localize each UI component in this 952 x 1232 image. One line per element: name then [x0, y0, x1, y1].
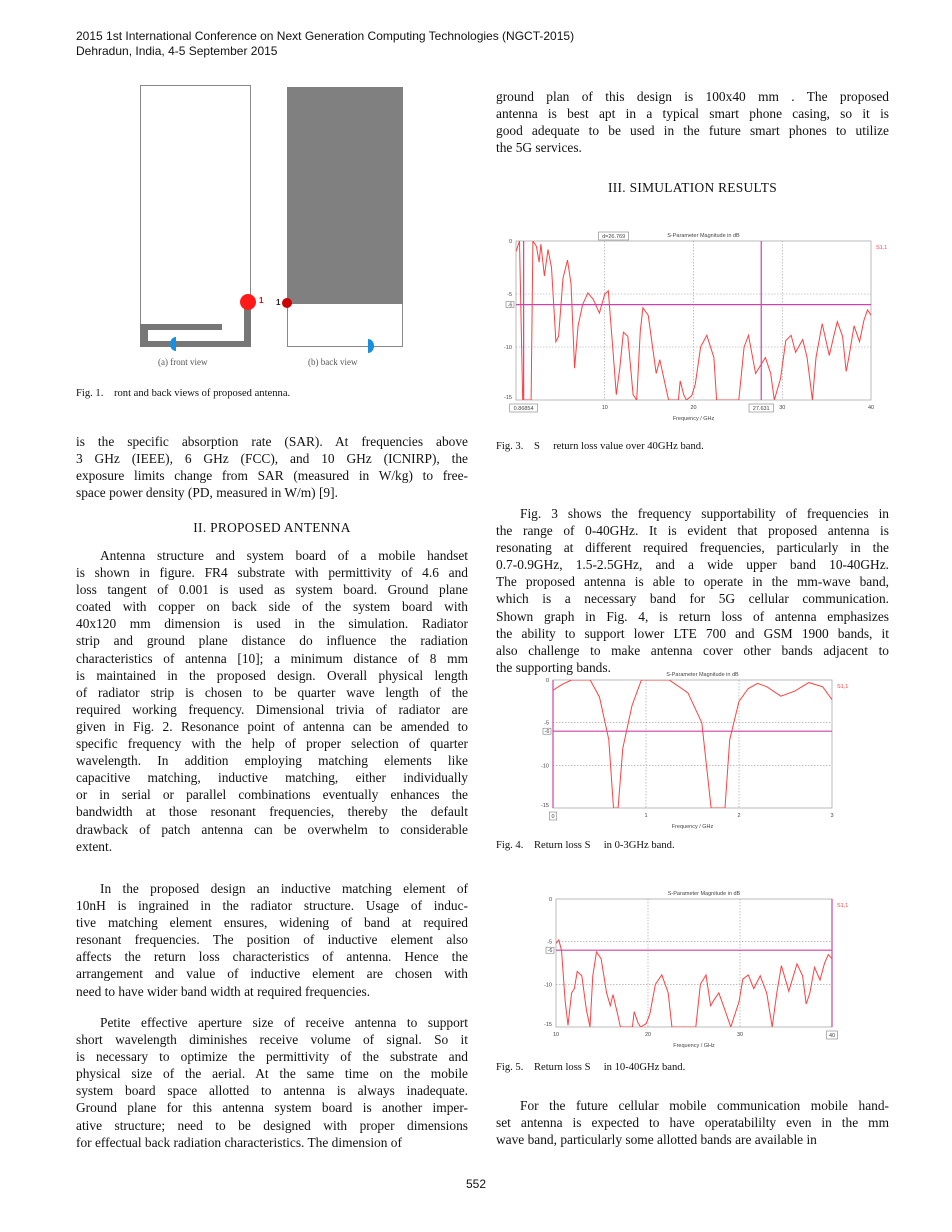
feed-port-front	[240, 294, 256, 310]
threshold-label: -6	[507, 302, 513, 309]
back-view-label: (b) back view	[308, 357, 358, 367]
y-tick-label: -5	[544, 720, 549, 727]
figure-5-caption: Fig. 5. Return loss S in 10-40GHz band.	[496, 1062, 686, 1073]
y-tick-label: -10	[544, 982, 552, 989]
x-tick-label: 40	[867, 405, 875, 411]
text-line: coated with copper on back side of the system board with	[76, 599, 468, 615]
feed-port-back	[282, 298, 292, 308]
text-line: 0.7-0.9GHz, 1.5-2.5GHz, and a wide upper band 10-40GHz.	[496, 557, 889, 573]
text-line: Antenna structure and system board of a mobile handset	[100, 548, 468, 563]
x-tick-label: 2	[737, 813, 741, 819]
text-line: the ability to support lower LTE 700 and GSM 1900 bands, it	[496, 625, 889, 641]
x-tick-label: 30	[736, 1032, 744, 1038]
marker-value-label: 0.86854	[513, 406, 534, 412]
threshold-label: -6	[547, 948, 553, 955]
delta-label: d=26.769	[602, 234, 626, 240]
text-line: Ground plane for this antenna system board is another imper-	[76, 1100, 468, 1116]
text-line: antenna is best apt in a typical smart phone casing, so it is	[496, 106, 889, 122]
x-tick-label: 20	[690, 405, 697, 411]
y-tick-label: -15	[504, 395, 512, 401]
text-line: given in Fig. 2. Resonance point of antenna can be amended to	[76, 718, 468, 734]
y-tick-label: 0	[548, 897, 552, 903]
plot-area	[553, 680, 832, 808]
y-tick-label: -5	[547, 939, 552, 946]
text-line: The proposed antenna is able to operate in the mm-wave band,	[496, 574, 889, 590]
text-line: specific frequency with the help of proper selection of quarter	[76, 736, 468, 752]
figure-1-antenna-views	[70, 80, 420, 375]
plot-area	[556, 899, 832, 1027]
y-tick-label: -10	[504, 345, 512, 351]
text-line: Shown graph in Fig. 4, is return loss of antenna emphasizes	[496, 608, 889, 624]
text-line: or in serial or parallel combinations eventually enhances the	[76, 787, 468, 803]
y-tick-label: -5	[507, 292, 512, 298]
text-line: arrangement and value of inductive element are chosen with	[76, 966, 468, 982]
text-line: bandwidth at those resonant frequencies, thereby the default	[76, 804, 468, 820]
port-label-back: 1	[276, 298, 281, 307]
text-line: resonating at different required frequencies, particularly in the	[496, 540, 889, 556]
chart-title: S-Parameter Magnitude in dB	[667, 233, 740, 239]
text-line: 10nH is ingrained in the radiator structure. Usage of induc-	[76, 898, 468, 914]
text-line: tive matching element ensures, widening of band at required	[76, 915, 468, 931]
text-line: characteristics of antenna [10]; a minimum distance of 8 mm	[76, 650, 468, 666]
x-axis-label: Frequency / GHz	[673, 1043, 715, 1049]
y-tick-label: -10	[541, 763, 549, 770]
text-line: of radiator strip is chosen to be quarter wave length of the	[76, 684, 468, 700]
paragraph-fig3-discussion	[496, 505, 889, 676]
text-line: also challenge to make antenna cover other bands adjacent to	[496, 642, 889, 658]
marker-value-label: 40	[828, 1033, 836, 1039]
text-line: required working frequency. Dimensional trivia of radiator are	[76, 701, 468, 717]
text-line: is shown in figure. FR4 substrate with permittivity of 4.6 and	[76, 565, 468, 581]
text-line: the supporting bands.	[496, 659, 611, 675]
text-line: need to have wider band width at required frequencies.	[76, 983, 371, 999]
front-view-label: (a) front view	[158, 357, 208, 367]
threshold-label: -6	[544, 729, 550, 736]
text-line: ative structure; need to be designed with proper dimensions	[76, 1117, 468, 1133]
text-line: short wavelength diminishes receive volume of signal. So it	[76, 1032, 468, 1048]
figure-1-caption: Fig. 1. ront and back views of proposed antenna.	[76, 388, 291, 399]
text-line: is necessary to optimize the permittivity of the substrate and	[76, 1049, 468, 1065]
text-line: the 5G services.	[496, 140, 582, 156]
text-line: good adequate to be used in the future smart phones to utilize	[496, 123, 889, 139]
text-line: In the proposed design an inductive matching element of	[100, 881, 468, 896]
port-label-front: 1	[259, 296, 264, 305]
text-line: drawback of patch antenna can be overwhelm to considerable	[76, 821, 468, 837]
chart-title: S-Parameter Magnitude in dB	[666, 672, 739, 678]
section-heading-simulation-results: III. SIMULATION RESULTS	[608, 180, 777, 195]
text-line: wave band, particularly some allotted bands are available in	[496, 1132, 817, 1148]
text-line: 40x120 mm dimension is used in the simulation. Radiator	[76, 616, 468, 632]
y-tick-label: 0	[545, 678, 549, 684]
text-line: 3 GHz (IEEE), 6 GHz (FCC), and 10 GHz (ICNIRP), the	[76, 451, 468, 467]
text-line: wavelength. In addition employing matching elements like	[76, 753, 468, 769]
chart-title: S-Parameter Magnitude in dB	[667, 891, 741, 897]
figure-3-caption: Fig. 3. S return loss value over 40GHz band.	[496, 441, 704, 452]
paragraph-antenna-structure	[76, 547, 468, 855]
figure-4-chart	[535, 665, 855, 829]
text-line: ground plan of this design is 100x40 mm . The proposed	[496, 89, 889, 104]
figure-4-caption: Fig. 4. Return loss S in 0-3GHz band.	[496, 840, 675, 851]
text-line: loss tangent of 0.001 is used as system board. Ground plane	[76, 582, 468, 598]
text-line: strip and ground plane distance do influence the radiation	[76, 633, 468, 649]
conference-header: 2015 1st International Conference on Next Generation Computing Technologies (NGCT-2015)	[76, 29, 575, 43]
text-line: physical size of the aerial. At the same time on the mobile	[76, 1066, 468, 1082]
text-line: system board space allotted to antenna is always inadequate.	[76, 1083, 468, 1099]
text-line: For the future cellular mobile communication mobile hand-	[520, 1098, 889, 1113]
x-tick-label: 10	[552, 1032, 560, 1038]
text-line: set antenna is expected to have operatabililty even in the mm	[496, 1115, 889, 1131]
x-axis-label: Frequency / GHz	[672, 416, 715, 422]
text-line: is the specific absorption rate (SAR). At frequencies above	[76, 434, 468, 449]
text-line: exposure limits change from SAR (measured in W/kg) to free-	[76, 468, 468, 484]
ground-plane	[287, 87, 403, 304]
x-axis-label: Frequency / GHz	[671, 824, 714, 829]
paragraph-sar	[76, 433, 468, 501]
figure-5-chart	[535, 885, 855, 1049]
front-view-board	[141, 86, 251, 347]
text-line: Petite effective aperture size of receive antenna to support	[100, 1015, 468, 1030]
x-tick-label: 3	[830, 813, 834, 819]
legend-label: S1,1	[837, 684, 849, 690]
marker-value-label: 27.631	[752, 406, 770, 412]
paragraph-aperture	[76, 1014, 468, 1151]
section-heading-proposed-antenna: II. PROPOSED ANTENNA	[193, 520, 351, 535]
text-line: affects the return loss characteristics of antenna. Hence the	[76, 949, 468, 965]
figure-3-chart	[495, 225, 890, 425]
paragraph-inductive-matching	[76, 880, 468, 1000]
legend-label: S1,1	[837, 903, 849, 909]
text-line: which is a necessary band for 5G cellular communication.	[496, 591, 889, 607]
conference-location: Dehradun, India, 4-5 September 2015	[76, 44, 278, 58]
page-number: 552	[465, 1177, 487, 1191]
x-tick-label: 30	[779, 405, 786, 411]
paragraph-mm-wave	[496, 1097, 889, 1148]
text-line: extent.	[76, 838, 113, 854]
text-line: is maintained in the proposed design. Overall physical length	[76, 667, 468, 683]
text-line: the range of 0-40GHz. It is evident that proposed antenna is	[496, 523, 889, 539]
text-line: capacitive matching, inductive matching, either individually	[76, 770, 468, 786]
y-tick-label: 0	[508, 239, 512, 245]
text-line: space power density (PD, measured in W/m) [9].	[76, 485, 338, 501]
text-line: resonant frequencies. The position of inductive element also	[76, 932, 468, 948]
marker-value-label: 0	[551, 814, 555, 820]
x-tick-label: 10	[601, 405, 608, 411]
y-tick-label: -15	[544, 1022, 552, 1028]
text-line: Fig. 3 shows the frequency supportability of frequencies in	[520, 506, 889, 521]
x-tick-label: 1	[644, 813, 648, 819]
text-line: for effectual back radiation characteristics. The dimension of	[76, 1134, 402, 1150]
legend-label: S1,1	[876, 245, 888, 251]
y-tick-label: -15	[541, 803, 549, 809]
paragraph-ground-plan	[496, 88, 889, 156]
x-tick-label: 20	[644, 1032, 652, 1038]
